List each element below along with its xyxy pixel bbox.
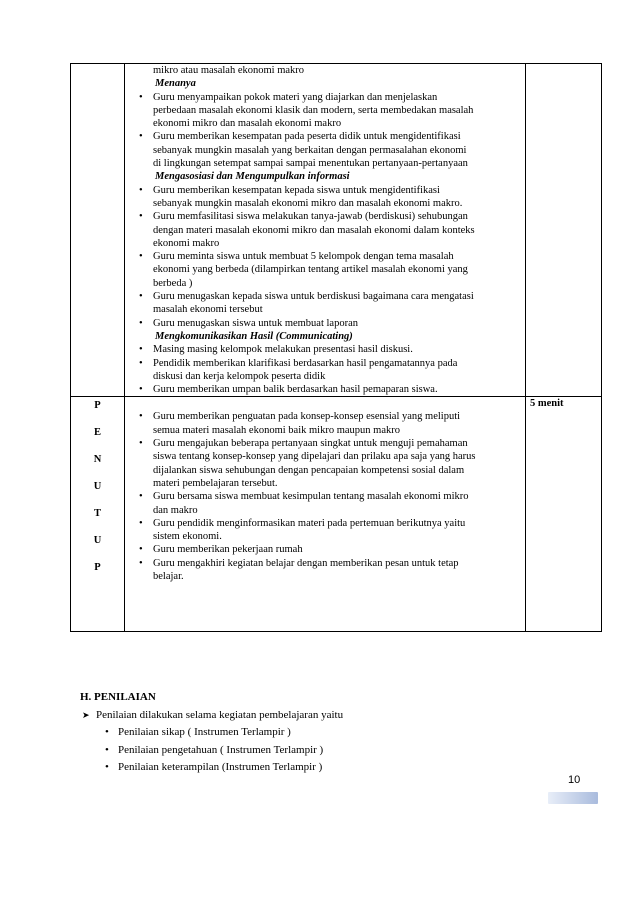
list-menanya bbox=[125, 91, 525, 171]
list-item: • Guru menugaskan kepada siswa untuk berdiskusi bagaimana cara mengatasi masalah ekonomi tersebut bbox=[125, 290, 525, 317]
list-item: • Guru bersama siswa membuat kesimpulan tentang masalah ekonomi mikro dan makro bbox=[125, 490, 525, 517]
list-item: • Guru menyampaikan pokok materi yang diajarkan dan menjelaskan perbedaan masalah ekonomi klasik dan modern, serta membedakan masalah ekonomi mikro dan masalah ekonomi makro bbox=[125, 91, 525, 131]
section-title: H. PENILAIAN bbox=[80, 691, 156, 703]
list-mengkomunikasikan bbox=[125, 343, 525, 396]
duration-label: 5 menit bbox=[530, 398, 564, 410]
list-item: • Penilaian pengetahuan ( Instrumen Terlampir ) bbox=[80, 742, 580, 760]
table-row-inti-continued bbox=[71, 64, 602, 397]
heading-mengasosiasi: Mengasosiasi dan Mengumpulkan informasi bbox=[155, 171, 350, 183]
list-item: • Guru memberikan kesempatan pada peserta didik untuk mengidentifikasi sebanyak mungkin masalah yang berkaitan dengan permasalahan ekonomi di lingkungan setempat sampai sampai menentukan pertanyaan-pertanyaan bbox=[125, 130, 525, 170]
list-item: • Pendidik memberikan klarifikasi berdasarkan hasil pengamatannya pada diskusi dan kerja kelompok peserta didik bbox=[125, 357, 525, 384]
phase-letter: U bbox=[93, 481, 102, 493]
list-item: • Guru memfasilitasi siswa melakukan tanya-jawab (berdiskusi) sehubungan dengan materi masalah ekonomi mikro dan masalah ekonomi dalam konteks ekonomi makro bbox=[125, 210, 525, 250]
phase-letter: P bbox=[94, 562, 101, 574]
table-row-penutup bbox=[71, 397, 602, 632]
continued-line: mikro atau masalah ekonomi makro bbox=[153, 65, 305, 76]
list-item: • Guru mengakhiri kegiatan belajar dengan memberikan pesan untuk tetap belajar. bbox=[125, 557, 525, 584]
phase-cell-empty bbox=[71, 64, 125, 397]
phase-letter: N bbox=[93, 454, 102, 466]
page-corner-decoration bbox=[548, 792, 598, 804]
intro-text: Penilaian dilakukan selama kegiatan pembelajaran yaitu bbox=[96, 708, 344, 721]
page-number: 10 bbox=[568, 774, 581, 786]
list-item: • Masing masing kelompok melakukan presentasi hasil diskusi. bbox=[125, 343, 525, 356]
duration-cell-empty bbox=[526, 64, 602, 397]
phase-letter: T bbox=[93, 508, 101, 520]
list-mengasosiasi bbox=[125, 184, 525, 330]
phase-cell-penutup bbox=[71, 397, 125, 632]
phase-label-penutup bbox=[71, 397, 124, 588]
duration-cell-penutup bbox=[526, 397, 602, 632]
phase-letter: U bbox=[93, 535, 102, 547]
list-item: • Guru menugaskan siswa untuk membuat laporan bbox=[125, 317, 525, 330]
phase-letter: P bbox=[94, 400, 101, 412]
heading-menanya: Menanya bbox=[155, 78, 196, 90]
list-item: • Guru memberikan umpan balik berdasarkan hasil pemaparan siswa. bbox=[125, 383, 525, 396]
list-item: • Guru memberikan pekerjaan rumah bbox=[125, 543, 525, 556]
section-penilaian bbox=[80, 689, 580, 777]
list-item: • Guru mengajukan beberapa pertanyaan singkat untuk menguji pemahaman siswa tentang konsep-konsep yang dipelajari dan prilaku apa saja yang harus dijalankan siswa sehubungan dengan pencapaian kompetensi sosial dalam materi pembelajaran tersebut. bbox=[125, 437, 525, 490]
activity-cell-inti bbox=[125, 64, 526, 397]
phase-letter: E bbox=[93, 427, 101, 439]
intro-line bbox=[80, 707, 580, 725]
arrow-bullet-icon: ➤ bbox=[82, 709, 90, 720]
list-item: • Penilaian sikap ( Instrumen Terlampir ) bbox=[80, 724, 580, 742]
list-item: • Guru pendidik menginformasikan materi pada pertemuan berikutnya yaitu sistem ekonomi. bbox=[125, 517, 525, 544]
list-penutup bbox=[125, 410, 525, 583]
activity-table bbox=[70, 63, 602, 632]
list-item: • Guru memberikan penguatan pada konsep-konsep esensial yang meliputi semua materi masalah ekonomi baik mikro maupun makro bbox=[125, 410, 525, 437]
list-item: • Guru meminta siswa untuk membuat 5 kelompok dengan tema masalah ekonomi yang berbeda (dilampirkan tentang artikel masalah ekonomi yang berbeda ) bbox=[125, 250, 525, 290]
list-item: • Penilaian keterampilan (Instrumen Terlampir ) bbox=[80, 759, 580, 777]
list-item: • Guru memberikan kesempatan kepada siswa untuk mengidentifikasi sebanyak mungkin masalah ekonomi mikro dan masalah ekonomi makro. bbox=[125, 184, 525, 211]
list-penilaian bbox=[80, 724, 580, 777]
heading-mengkomunikasikan: Mengkomunikasikan Hasil (Communicating) bbox=[155, 330, 353, 342]
activity-cell-penutup bbox=[125, 397, 526, 632]
